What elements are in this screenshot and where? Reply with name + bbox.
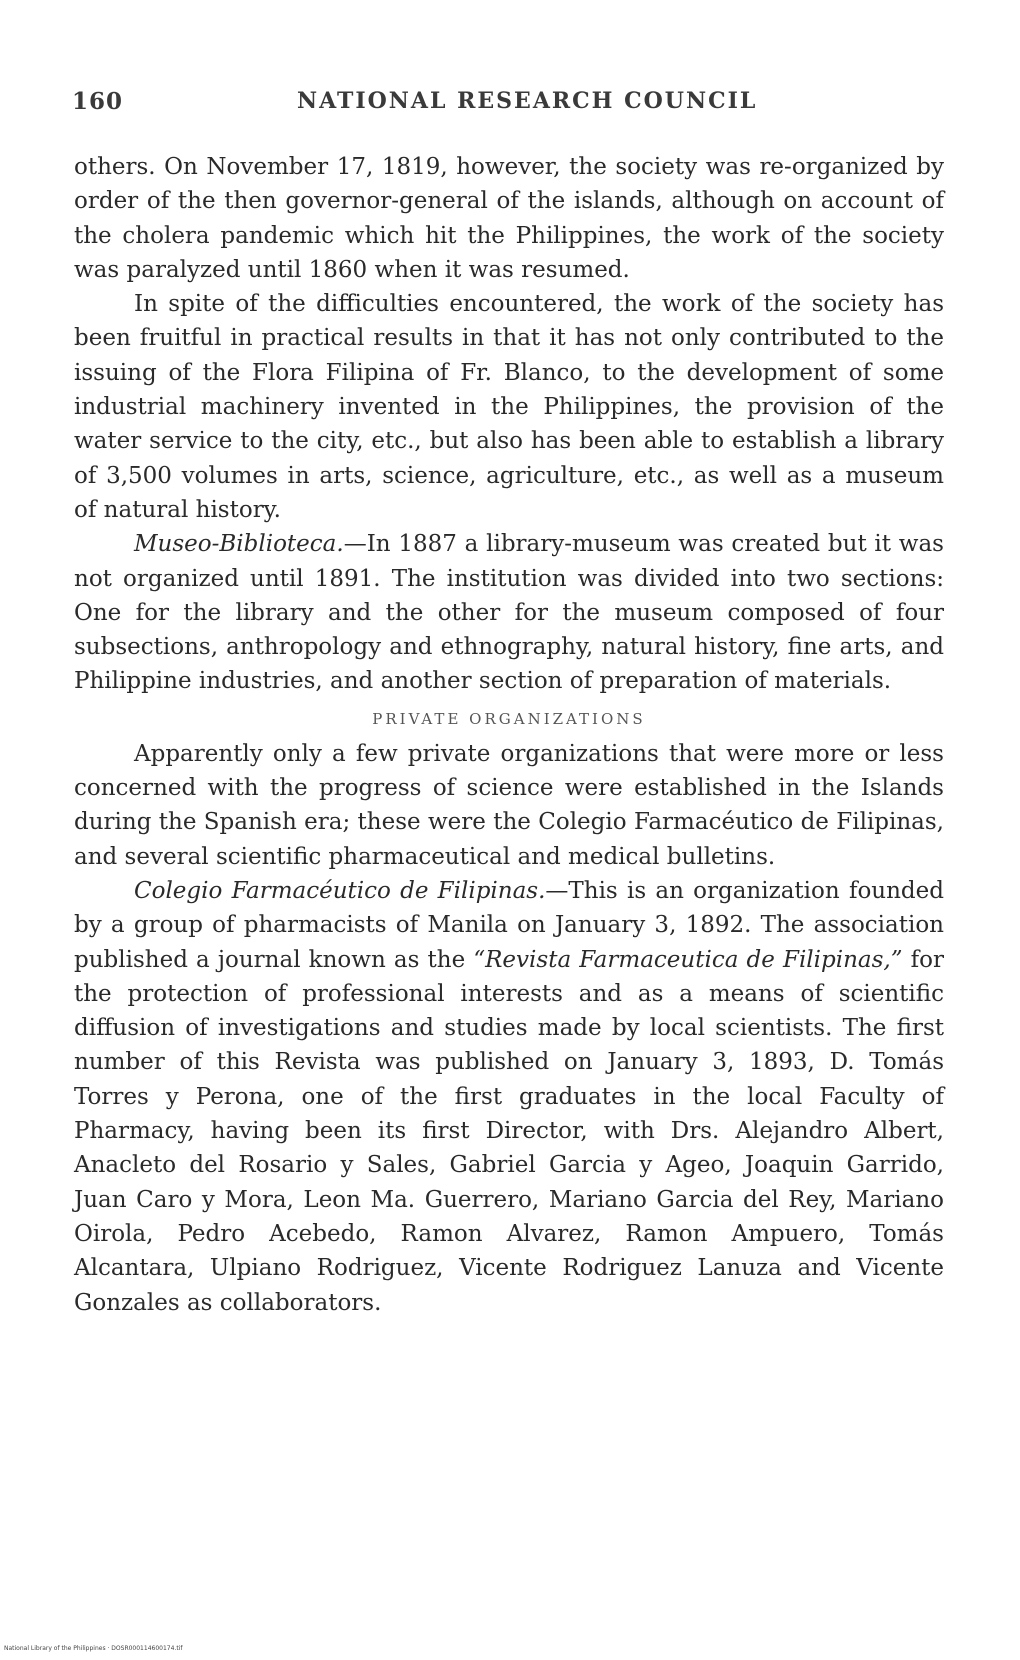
colegio-text-a: —This is an organization founded by a group of pharmacists of Manila on January 3, 1892. The association published a journal known as the: [74, 877, 944, 973]
body-text: [74, 150, 944, 1320]
page-header: [72, 88, 942, 128]
page-number: 160: [72, 88, 124, 115]
museo-biblioteca-title: Museo-Biblioteca.: [134, 531, 344, 558]
section-heading: PRIVATE ORGANIZATIONS: [372, 709, 646, 728]
journal-title: “Revista Farmaceutica de Filipinas,”: [473, 946, 903, 973]
paragraph-private-organizations: Apparently only a few private organizations that were more or less concerned with the progress of science were established in the Islands during the Spanish era; these were the Colegio Farmacéutico de Filipinas, and several scientific pharmaceutical and medical bulletins.: [74, 740, 944, 870]
paragraph-society-results: In spite of the difficulties encountered, the work of the society has been fruitful in practical results in that it has not only contributed to the issuing of the Flora Filipina of Fr. Blanco, to the development of some industrial machinery invented in the Philippines, the provision of the water service to the city, etc., but also has been able to establish a library of 3,500 volumes in arts, science, agriculture, etc., as well as a museum of natural history.: [74, 291, 944, 523]
running-head: NATIONAL RESEARCH COUNCIL: [297, 88, 758, 114]
colegio-text-b: for the protection of professional interests and as a means of scientific diffusion of investigations and studies made by local scientists. The first number of this Revista was published on January 3, 1893, D. Tomás Torres y Perona, one of the first graduates in the local Faculty of Pharmacy, having been its first Director, with Drs. Alejandro Albert, Anacleto del Rosario y Sales, Gabriel Garcia y Ageo, Joaquin Garrido, Juan Caro y Mora, Leon Ma. Guerrero, Mariano Garcia del Rey, Mariano Oirola, Pedro Acebedo, Ramon Alvarez, Ramon Ampuero, Tomás Alcantara, Ulpiano Rodriguez, Vicente Rodriguez Lanuza and Vicente Gonzales as collaborators.: [74, 946, 944, 1316]
museo-biblioteca-text: —In 1887 a library-museum was created but it was not organized until 1891. The institution was divided into two sections: One for the library and the other for the museum composed of four subsections, anthropology and ethnography, natural history, fine arts, and Philippine industries, and another section of preparation of materials.: [74, 531, 944, 695]
paragraph-museo-biblioteca: [74, 527, 944, 698]
paragraph-colegio-farmaceutico: [74, 874, 944, 1320]
paragraph-continuation: others. On November 17, 1819, however, the society was re-organized by order of the then governor-general of the islands, although on account of the cholera pandemic which hit the Philippines, the work of the society was paralyzed until 1860 when it was resumed.: [74, 154, 944, 283]
scan-footer: National Library of the Philippines · DOSR000114600174.tif: [4, 1645, 183, 1652]
colegio-title: Colegio Farmacéutico de Filipinas.: [134, 877, 546, 904]
